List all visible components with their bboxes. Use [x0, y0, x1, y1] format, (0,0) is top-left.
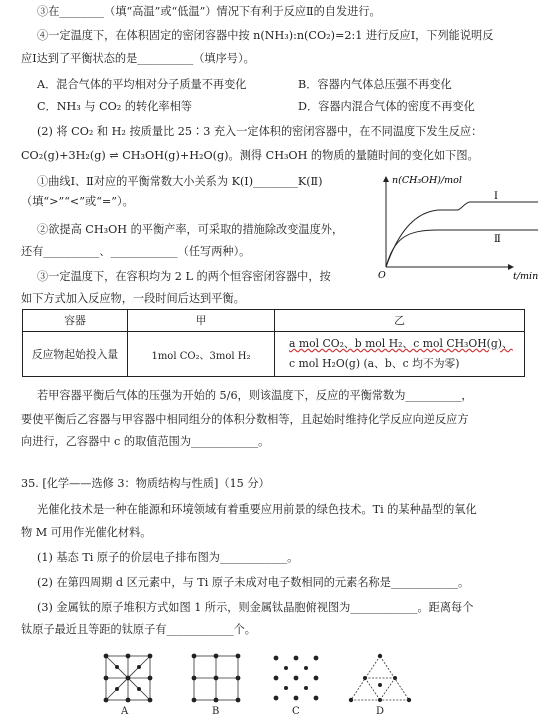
line-9: 还有__________、____________（任写两种）。: [21, 245, 251, 258]
line-4: (2) 将 CO₂ 和 H₂ 按质量比 25∶3 充入一定体积的密闭容器中，在不同温度下发生反应：: [37, 125, 483, 138]
question-2: (2) 在第四周期 d 区元素中，与 Ti 原子未成对电子数相同的元素名称是____________。: [37, 576, 470, 589]
cell-yi-line-1: a mol CO₂、b mol H₂、c mol CH₃OH(g)、: [289, 337, 513, 350]
option-a: A．混合气体的平均相对分子质量不再变化: [37, 78, 247, 91]
header-jia: 甲: [128, 310, 275, 332]
line-2: ④一定温度下，在体积固定的密闭容器中按 n(NH₃):n(CO₂)=2:1 进行反应Ⅰ，下列能说明反: [37, 29, 494, 42]
question-3: (3) 金属钛的原子堆积方式如图 1 所示，则金属钛晶胞俯视图为____________。距离每个: [37, 601, 474, 614]
figure-b-label: B: [212, 706, 220, 717]
curve-2-label: Ⅱ: [494, 234, 501, 245]
line-14: 向进行，乙容器中 c 的取值范围为____________。: [21, 435, 270, 448]
line-12: 若甲容器平衡后气体的压强为开始的 5/6，则该温度下，反应的平衡常数为__________，: [37, 389, 473, 402]
section-35-heading: 35. [化学——选修 3：物质结构与性质]（15 分）: [21, 477, 270, 490]
origin-label: O: [378, 270, 386, 281]
line-11: 如下方式加入反应物，一段时间后达到平衡。: [21, 292, 245, 305]
option-c: C．NH₃ 与 CO₂ 的转化率相等: [37, 100, 192, 113]
line-21: 钛原子最近且等距的钛原子有____________个。: [21, 623, 256, 636]
x-axis-label: t/min: [513, 271, 539, 282]
cell-yi-line-2: c mol H₂O(g) (a、b、c 均不为零): [289, 357, 460, 370]
figure-c-label: C: [292, 706, 300, 717]
y-axis-label: n(CH₃OH)/mol: [392, 175, 462, 186]
option-b: B．容器内气体总压强不再变化: [298, 78, 452, 91]
figure-a: [98, 650, 158, 710]
option-d: D．容器内混合气体的密度不再变化: [298, 100, 475, 113]
line-6: ①曲线Ⅰ、Ⅱ对应的平衡常数大小关系为 K(Ⅰ)________K(Ⅱ): [37, 175, 323, 188]
line-13: 要使平衡后乙容器与甲容器中相同组分的体积分数相等，且起始时维持化学反应向逆反应方: [21, 413, 469, 426]
header-container: 容器: [23, 310, 128, 332]
curve-1-label: Ⅰ: [494, 191, 498, 202]
figure-a-label: A: [121, 706, 129, 717]
figure-c: [266, 650, 326, 710]
ch3oh-time-graph: [378, 172, 548, 282]
line-3: 应Ⅰ达到了平衡状态的是__________（填序号）。: [21, 52, 255, 65]
reactant-table: [22, 309, 525, 377]
figure-d-label: D: [376, 706, 385, 717]
figure-b: [186, 650, 246, 710]
curve-2: [386, 230, 538, 267]
question-1: (1) 基态 Ti 原子的价层电子排布图为____________。: [37, 551, 299, 564]
line-10: ③一定温度下，在容积均为 2 L 的两个恒容密闭容器中，按: [37, 270, 331, 283]
reaction-equation: CO₂(g)+3H₂(g) ⇌ CH₃OH(g)+H₂O(g)。测得 CH₃OH 的物质的量随时间的变化如下图。: [21, 149, 479, 162]
line-7: （填“>”“<”或“=”）。: [21, 195, 134, 208]
cell-jia: 1mol CO₂、3mol H₂: [128, 332, 275, 377]
line-16: 光催化技术是一种在能源和环境领域有着重要应用前景的绿色技术。Ti 的某种晶型的氧化: [37, 503, 477, 516]
figure-d: [345, 650, 415, 710]
header-yi: 乙: [275, 310, 525, 332]
line-17: 物 M 可用作光催化材料。: [21, 526, 152, 539]
line-8: ②欲提高 CH₃OH 的平衡产率，可采取的措施除改变温度外，: [37, 223, 344, 236]
cell-yi: [275, 332, 525, 377]
line-1: ③在________（填“高温”或“低温”）情况下有利于反应Ⅱ的自发进行。: [37, 5, 381, 18]
row-label: 反应物起始投入量: [23, 332, 128, 377]
